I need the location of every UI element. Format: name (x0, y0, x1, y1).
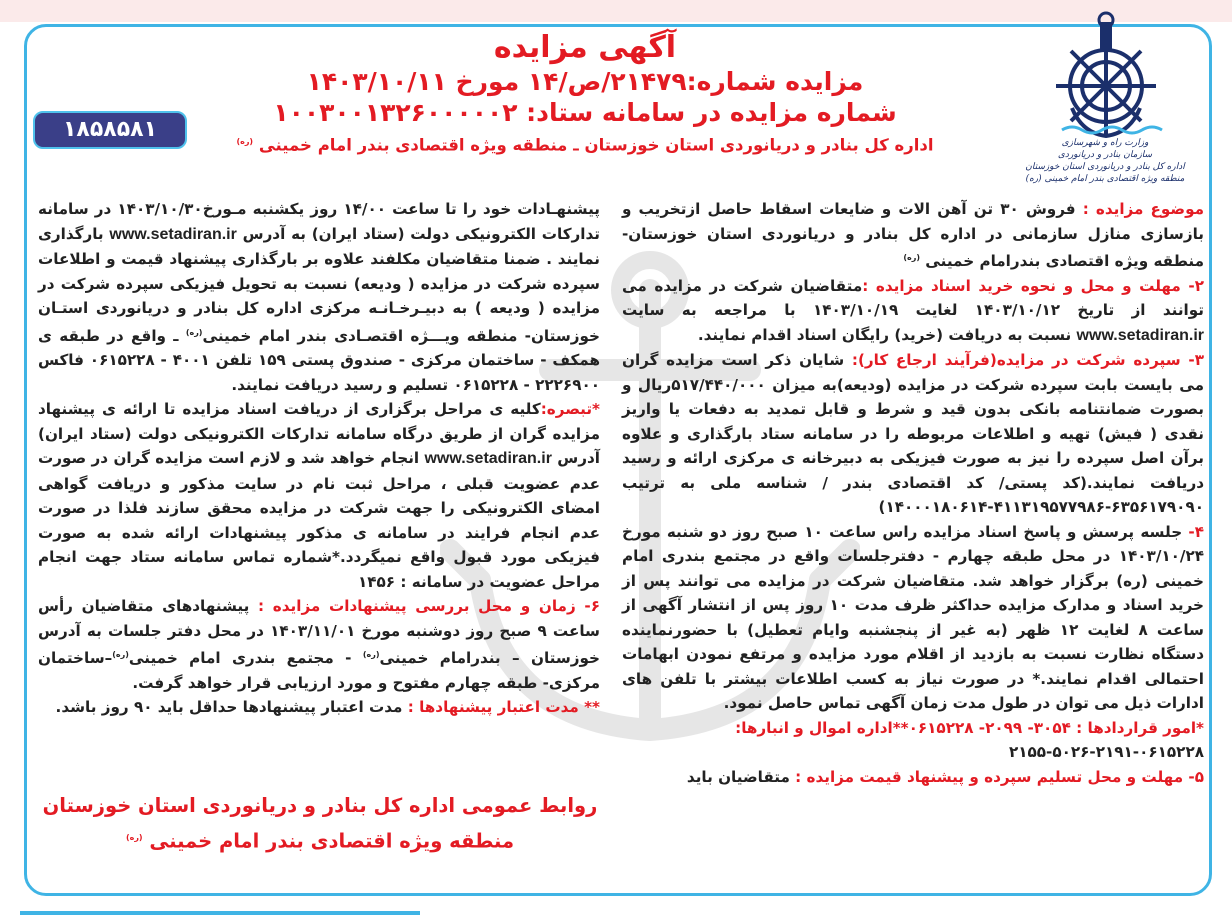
logo-caption-line: اداره کل بنادر و دریانوردی استان خوزستان (1025, 162, 1185, 172)
left-column (38, 197, 600, 720)
organization-line (200, 128, 970, 159)
right-column (622, 197, 1204, 789)
public-relations-signature (42, 790, 598, 858)
logo-caption-line: منطقه ویژه اقتصادی بندر امام خمینی (ره) (1025, 174, 1185, 184)
section-6-sup-2: (ره) (112, 650, 129, 660)
note-paragraph (38, 397, 600, 594)
organization-name: اداره کل بنادر و دریانوردی استان خوزستان ـ منطقه ویژه اقتصادی بندر امام خمینی (258, 135, 934, 155)
signature-line-2: منطقه ویژه اقتصادی بندر امام خمینی (149, 829, 515, 853)
setad-number-line: شماره مزایده در سامانه ستاد: ۱۰۰۳۰۰۱۳۲۶۰۰۰۰۰۲ (273, 98, 897, 127)
submission-text-2: بارگذاری نمایند . ضمنا متقاضیان مکلفند علاوه بر بارگذاری پیشنهاد قیمت و اطلاعات سپرده شرکت در مزایده ( ودیعه) نسبت به تحویل فیزیکی سپرده شرکت در مزایده ( ودیعه ) به دبیـرخـانـه مرکزی اداره کل بنادر و دریانوردی استـان خوزستان- منطقه ویـــژه اقتصـادی بندر امام خمینی (38, 224, 600, 345)
bottom-strip (20, 911, 420, 915)
validity-paragraph (38, 695, 600, 720)
submission-text: پیشنهـادات خود را تا ساعت ۱۴/۰۰ روز یکشنبه مـورخ۱۴۰۳/۱۰/۳۰ در سامانه تدارکات الکترونیکی دولت (ستاد ایران) به آدرس (38, 200, 600, 243)
contracts-phone-line: *امور قراردادها : ۳۰۵۴- ۲۰۹۹- ۰۶۱۵۲۲۸**اداره اموال و انبارها: (735, 718, 1204, 737)
section-5 (622, 765, 1204, 790)
section-4-text: جلسه پرسش و پاسخ اسناد مزایده راس ساعت ۱۰ صبح روز دو شنبه مورخ ۱۴۰۳/۱۰/۲۴ در محل طبقه چهارم - دفترجلسات واقع در مجتمع بندری امام خمینی (ره) برگزار خواهد شد. متقاضیان شرکت در مزایده می توانند پس از خرید اسناد و مدارک مزایده حداکثر ظرف مدت ۱۰ روز پس از انتشار آگهی از ساعت ۸ لغایت ۱۲ ظهر (به غیر از پنجشنبه وایام تعطیل) با حضورنماینده دستگاه نظارت نسبت به بازدید از اقلام مورد مزایده و مرتفع نمودن ابهامات احتمالی اقدام نمایند.* در صورت نیاز به کسب اطلاعات بیشتر با تلفن های ادارات ذیل می توان در طول مدت زمان آگهی تماس حاصل نمود. (622, 522, 1204, 713)
subject-text: فروش ۳۰ تن آهن الات و ضایعات اسقاط حاصل ازتخریب و بازسازی منازل سازمانی در اداره کل بنادر و دریانوردی استان خوزستان- منطقه ویژه اقتصادی بندرامام خمینی (622, 200, 1204, 271)
subject-label: موضوع مزایده : (1082, 200, 1204, 218)
logo-caption-line: سازمان بنادر و دریانوردی (1057, 150, 1153, 160)
signature-line-1: روابط عمومی اداره کل بنادر و دریانوردی استان خوزستان (42, 794, 598, 817)
announcement-title: آگهی مزایده (493, 30, 677, 65)
section-6-text: پیشنهادهای متقاضیان رأس ساعت ۹ صبح روز دوشنبه مورخ ۱۴۰۳/۱۱/۰۱ در محل دفتر جلسات به آدرس خوزستان – بندرامام خمینی (38, 597, 600, 668)
section-2-text: متقاضیان شرکت در مزایده می توانند از تاریخ ۱۴۰۳/۱۰/۱۲ لغایت ۱۴۰۳/۱۰/۱۹ با مراجعه به سایت (622, 276, 1204, 320)
subject-section (622, 197, 1204, 274)
section-5-label: ۵- مهلت و محل تسلیم سپرده و پیشنهاد قیمت مزایده : (795, 767, 1204, 786)
setadiran-link[interactable]: www.setadiran.ir (109, 225, 237, 243)
note-label: *تبصره: (540, 400, 600, 419)
section-6 (38, 594, 600, 695)
section-5-text: متقاضیان باید (686, 767, 790, 786)
setadiran-link[interactable]: www.setadiran.ir (1076, 326, 1204, 344)
section-6-text-3: –ساختمان مرکزی- طبقه چهارم مفتوح و مورد ارزیابی قرار خواهد گرفت. (38, 649, 600, 692)
setadiran-link[interactable]: www.setadiran.ir (424, 450, 552, 468)
signature-line-2-wrap (42, 822, 598, 858)
section-2 (622, 274, 1204, 349)
section-6-sup: (ره) (362, 650, 380, 660)
logo-caption (1020, 137, 1190, 185)
ad-number-badge: ۱۸۵۸۵۸۱ (33, 111, 187, 149)
section-4-label: ۴- (1188, 522, 1204, 541)
validity-label: ** مدت اعتبار پیشنهادها : (407, 698, 600, 717)
note-text-2: انجام خواهد شد و لازم است مزایده گران در صورت عدم عضویت قبلی ، مراحل ثبت نام در سایت مذکور و دریافت گواهی امضای الکترونیکی را جهت شرکت در مزایده محقق سازند فلذا در صورت عدم انجام فرایند در سامانه ی مذکور پیشنهادات ارائه شده به صورت فیزیکی مورد قبول واقع نمیگردد.*شماره تماس سامانه ستاد جهت انجام مراحل عضویت در سامانه : ۱۴۵۶ (38, 449, 600, 591)
section-6-text-2: - مجتمع بندری امام خمینی (128, 649, 352, 668)
section-2-text-2: نسبت به دریافت (خرید) رایگان اسناد اقدام نمایند. (697, 325, 1072, 344)
section-6-label: ۶- زمان و محل بررسی پیشنهادات مزایده : (258, 597, 600, 616)
announcement-header (200, 30, 970, 159)
logo-caption-line: وزارت راه و شهرسازی (1061, 138, 1149, 148)
submission-text-3: ـ واقع در طبقه ی همکف - ساختمان مرکزی - صندوق پستی ۱۵۹ تلفن ۴۰۰۱ - ۰۶۱۵۲۲۸ فاکس ۲۲۲۶۹۰۰ - ۰۶۱۵۲۲۸ تسلیم و رسید دریافت نمایند. (38, 326, 600, 394)
organization-sup: (ره) (236, 137, 254, 146)
section-3-label: ۳- سپرده شرکت در مزایده(فرآیند ارجاع کار): (851, 351, 1204, 370)
warehouse-phone-line: ۲۱۵۵-۵۰۲۶-۲۱۹۱-۰۶۱۵۲۲۸ (1008, 743, 1204, 762)
auction-number-line: مزایده شماره:۲۱۴۷۹/ص/۱۴ مورخ ۱۴۰۳/۱۰/۱۱ (306, 67, 864, 96)
validity-text: مدت اعتبار پیشنهادها حداقل باید ۹۰ روز باشد. (55, 698, 403, 717)
subject-sup: (ره) (903, 253, 920, 262)
section-2-label: ۲- مهلت و محل و نحوه خرید اسناد مزایده : (862, 276, 1205, 295)
note-text: کلیه ی مراحل برگزاری از دریافت اسناد مزایده تا ارائه ی پیشنهاد مزایده گران از طریق درگاه سامانه تدارکات الکترونیکی دولت (ستاد ایران) آدرس (38, 400, 600, 468)
submission-paragraph (38, 197, 600, 397)
submission-sup: (ره) (185, 327, 203, 337)
section-3 (622, 348, 1204, 520)
section-4 (622, 520, 1204, 716)
section-3-text: شایان ذکر است مزایده گران می بایست بابت سپرده شرکت در مزایده (ودیعه)به میزان ۵۱۷/۴۴۰/۰۰۰ریال و بصورت ضمانتنامه بانکی بدون قید و شرط و قابل تمدید به دفعات یا واریز نقدی ( فیش) تهیه و اطلاعات مربوطه را در سامانه ستاد بارگذاری و علاوه برآن اصل سپرده را نیز به صورت فیزیکی به دبیرخانه ی مرکزی ارائه و رسید دریافت نمایند.(کد پستی/ کد اقتصادی بندر / شناسه ملی به ترتیب ۶۳۵۶۱۷۹۰۹۰-۴۱۱۳۱۹۵۷۷۹۸۶-۱۴۰۰۰۱۸۰۶۱۴) (622, 351, 1204, 517)
signature-sup: (ره) (125, 833, 143, 842)
